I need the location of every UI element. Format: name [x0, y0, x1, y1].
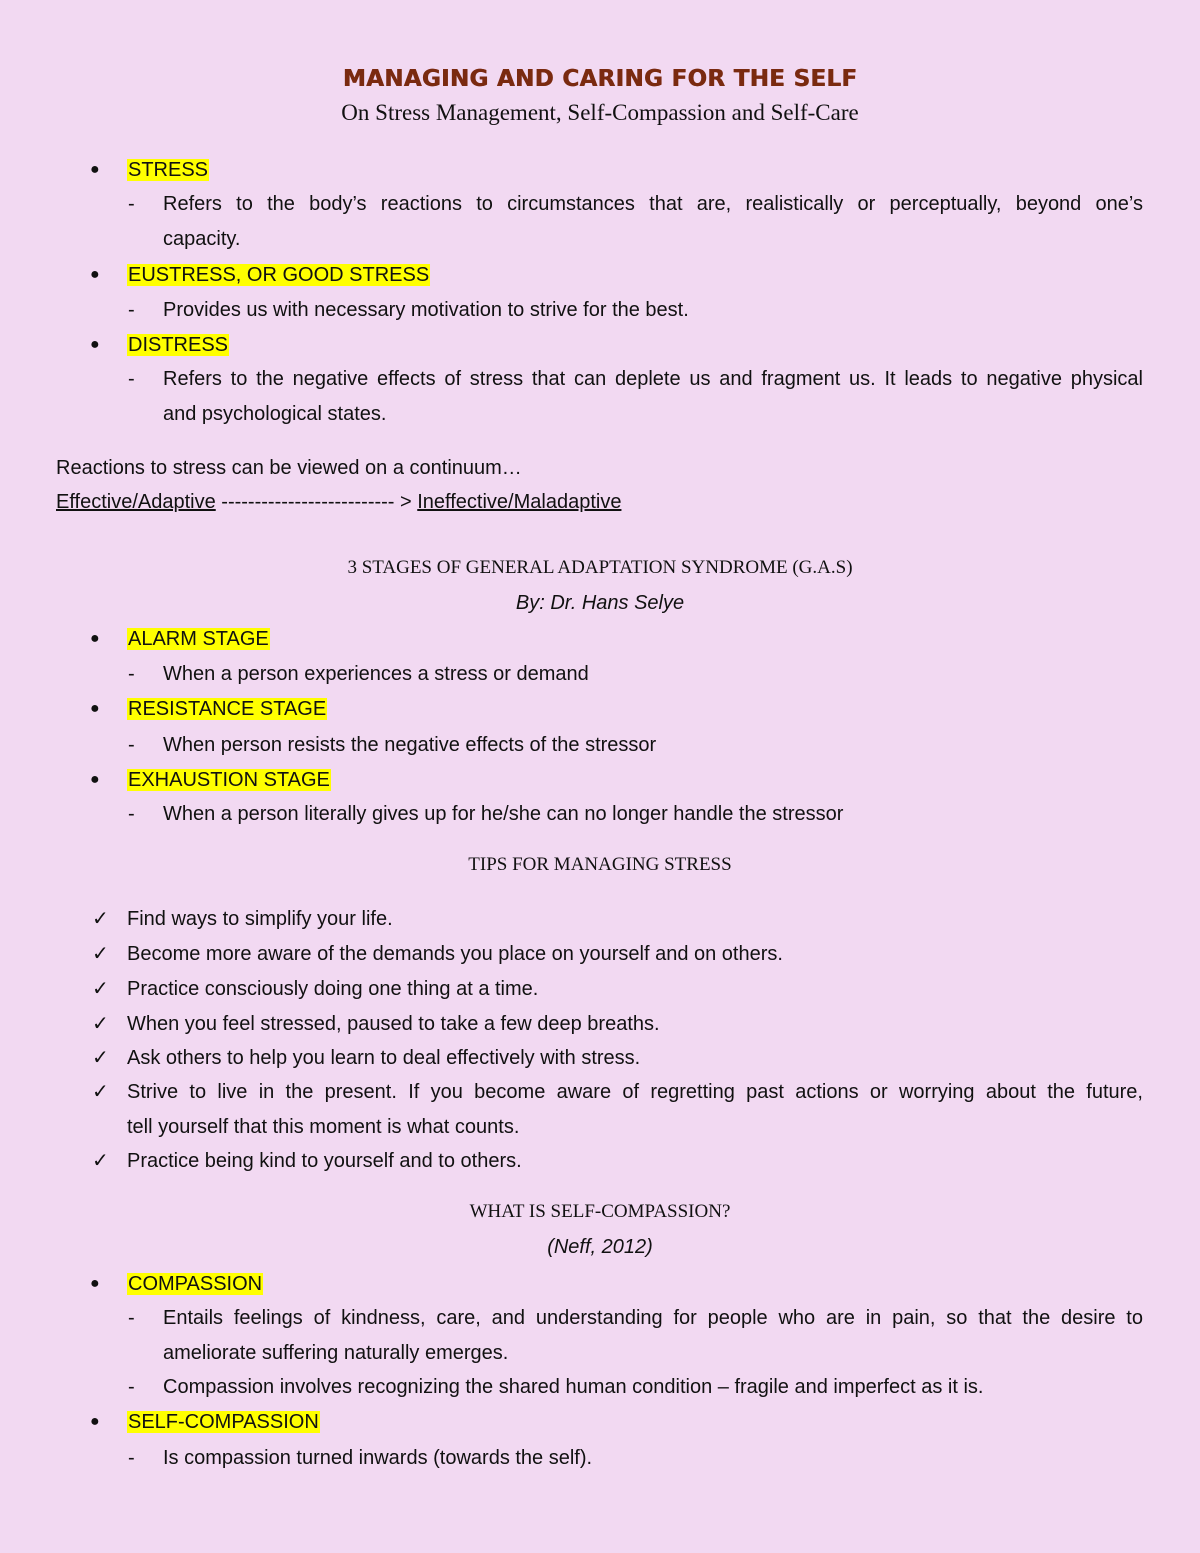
dash-icon: - — [128, 663, 135, 685]
check-icon: ✓ — [92, 976, 109, 1000]
dash-icon: - — [128, 1447, 135, 1469]
dash-icon: - — [128, 734, 135, 756]
dash-icon: - — [128, 368, 135, 390]
section-heading-tips: TIPS FOR MANAGING STRESS — [468, 854, 732, 875]
check-icon: ✓ — [92, 1011, 109, 1035]
definition-text: capacity. — [163, 228, 241, 250]
bullet-icon: ● — [90, 1413, 100, 1430]
document-title: MANAGING AND CARING FOR THE SELF — [342, 66, 858, 92]
tip-item: When you feel stressed, paused to take a few deep breaths. — [127, 1013, 660, 1035]
dash-icon: - — [128, 299, 135, 321]
term-stress: STRESS — [128, 159, 209, 181]
dash-icon: - — [128, 803, 135, 825]
tip-item: Ask others to help you learn to deal effectively with stress. — [127, 1047, 641, 1069]
bullet-icon: ● — [90, 700, 100, 717]
bullet-icon: ● — [90, 161, 100, 178]
check-icon: ✓ — [92, 1079, 109, 1103]
document-subtitle: On Stress Management, Self-Compassion and Self-Care — [341, 100, 859, 125]
continuum-intro: Reactions to stress can be viewed on a continuum… — [56, 457, 522, 479]
stage-text: When person resists the negative effects of the stressor — [163, 734, 657, 756]
term-compassion: COMPASSION — [128, 1273, 263, 1295]
tip-item: Find ways to simplify your life. — [127, 908, 393, 930]
check-icon: ✓ — [92, 1148, 109, 1172]
continuum-line — [56, 490, 621, 514]
bullet-icon: ● — [90, 1275, 100, 1292]
bullet-icon: ● — [90, 266, 100, 283]
tip-item: Strive to live in the present. If you become aware of regretting past actions or worrying about the future, — [127, 1081, 1143, 1103]
tip-item-continued: tell yourself that this moment is what counts. — [127, 1116, 520, 1138]
term-self-compassion: SELF-COMPASSION — [128, 1411, 319, 1433]
definition-text: and psychological states. — [163, 403, 387, 425]
continuum-left: Effective/Adaptive — [56, 491, 216, 513]
gas-author: By: Dr. Hans Selye — [515, 592, 685, 614]
bullet-icon: ● — [90, 771, 100, 788]
bullet-icon: ● — [90, 336, 100, 353]
check-icon: ✓ — [92, 1045, 109, 1069]
definition-text: Entails feelings of kindness, care, and understanding for people who are in pain, so that the desire to — [163, 1307, 1143, 1329]
tip-item: Practice being kind to yourself and to others. — [127, 1150, 522, 1172]
bullet-icon: ● — [90, 630, 100, 647]
definition-text: Refers to the body’s reactions to circumstances that are, realistically or perceptually, beyond one’s — [163, 193, 1143, 215]
stage-text: When a person literally gives up for he/she can no longer handle the stressor — [163, 803, 844, 825]
term-resistance-stage: RESISTANCE STAGE — [128, 698, 327, 720]
dash-icon: - — [128, 1307, 135, 1329]
dash-icon: - — [128, 1376, 135, 1398]
continuum-arrow: -------------------------- > — [215, 491, 418, 513]
tip-item: Practice consciously doing one thing at a time. — [127, 978, 539, 1000]
definition-text: Refers to the negative effects of stress that can deplete us and fragment us. It leads to negative physical — [163, 368, 1143, 390]
stage-text: When a person experiences a stress or demand — [163, 663, 589, 685]
check-icon: ✓ — [92, 906, 109, 930]
compassion-citation: (Neff, 2012) — [547, 1236, 653, 1258]
definition-text: ameliorate suffering naturally emerges. — [163, 1342, 509, 1364]
definition-text: Compassion involves recognizing the shared human condition – fragile and imperfect as it is. — [163, 1376, 984, 1398]
tip-item: Become more aware of the demands you place on yourself and on others. — [127, 943, 783, 965]
term-distress: DISTRESS — [128, 334, 229, 356]
continuum-right: Ineffective/Maladaptive — [417, 491, 622, 513]
definition-text: Is compassion turned inwards (towards the self). — [163, 1447, 593, 1469]
term-alarm-stage: ALARM STAGE — [128, 628, 269, 650]
definition-text: Provides us with necessary motivation to strive for the best. — [163, 299, 689, 321]
section-heading-self-compassion: WHAT IS SELF-COMPASSION? — [469, 1201, 731, 1222]
term-exhaustion-stage: EXHAUSTION STAGE — [128, 769, 330, 791]
term-eustress: EUSTRESS, OR GOOD STRESS — [128, 264, 430, 286]
check-icon: ✓ — [92, 941, 109, 965]
dash-icon: - — [128, 193, 135, 215]
section-heading-gas: 3 STAGES OF GENERAL ADAPTATION SYNDROME (G.A.S) — [347, 557, 853, 578]
